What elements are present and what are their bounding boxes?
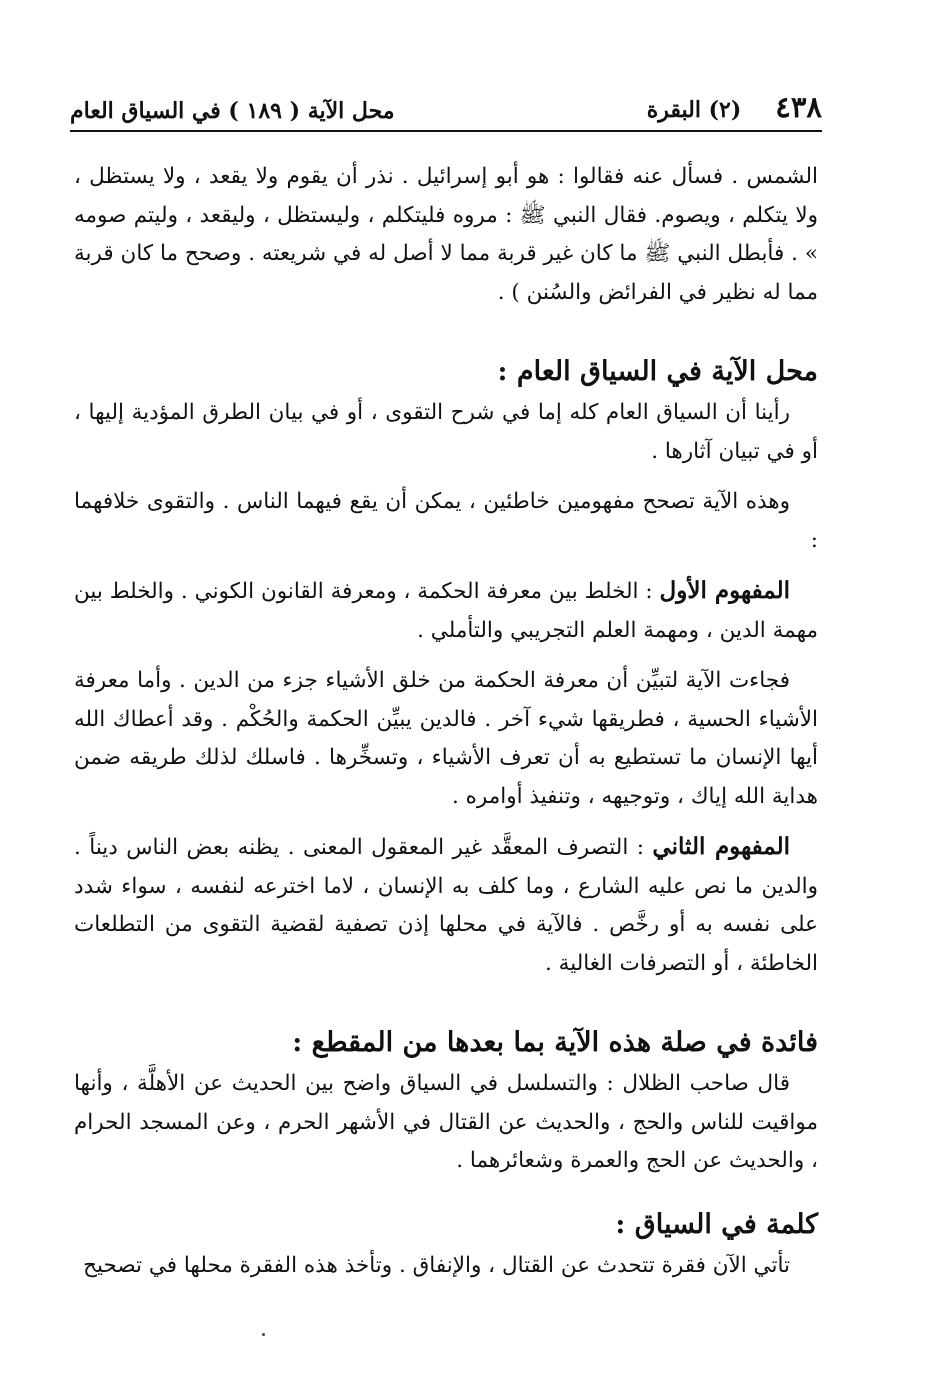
section-heading-connection: فائدة في صلة هذه الآية بما بعدها من المقطع : (292, 1027, 818, 1058)
paragraph-zilal-quote: قال صاحب الظلال : والتسلسل في السياق واضح بين الحديث عن الأهلَّة ، وأنها مواقيت للناس والحج ، والحديث عن القتال في الأشهر الحرم ، وعن المسجد الحرام ، والحديث عن الحج والعمرة وشعائرهما . (74, 1071, 818, 1173)
page-body (74, 158, 818, 1285)
paragraph-next-passage: تأتي الآن فقرة تتحدث عن القتال ، والإنفاق . وتأخذ هذه الفقرة محلها في تصحيح (83, 1252, 790, 1278)
second-concept-term: المفهوم الثاني (652, 833, 791, 860)
paragraph-two-concepts: وهذه الآية تصحح مفهومين خاطئين ، يمكن أن يقع فيهما الناس . والتقوى خلافهما : (74, 489, 818, 553)
paragraph-wisdom: فجاءت الآية لتبيِّن أن معرفة الحكمة من خلق الأشياء جزء من الدين . وأما معرفة الأشياء الحسية ، فطريقها شيء آخر . فالدين يبيِّن الحكمة والحُكْم . وقد أعطاك الله أيها الإنسان ما تستطيع به أن تعرف الأشياء ، وتسخِّرها . فاسلك لذلك طريقه ضمن هداية الله إياك ، وتوجيهه ، وتنفيذ أوامره . (74, 668, 818, 809)
page-header (70, 80, 822, 132)
intro-paragraph: الشمس . فسأل عنه فقالوا : هو أبو إسرائيل . نذر أن يقوم ولا يقعد ، ولا يستظل ، ولا يتكلم ، ويصوم. فقال النبي ﷺ : مروه فليتكلم ، وليستظل ، وليقعد ، وليتم صومه » . فأبطل النبي ﷺ ما كان غير قربة مما لا أصل له في شريعته . وصحح ما كان قربة مما له نظير في الفرائض والسُنن ) . (74, 164, 818, 305)
section-heading-general-context: محل الآية في السياق العام : (497, 356, 818, 387)
paragraph-first-concept (74, 572, 818, 650)
print-speck (262, 1333, 265, 1336)
paragraph-second-concept (74, 828, 818, 983)
running-title: محل الآية ( ١٨٩ ) في السياق العام (70, 98, 395, 124)
first-concept-term: المفهوم الأول (659, 577, 790, 604)
section-heading-word-in-context: كلمة في السياق : (615, 1208, 818, 1240)
first-concept-text: : الخلط بين معرفة الحكمة ، ومعرفة القانون الكوني . والخلط بين مهمة الدين ، ومهمة العلم التجريبي والتأملي . (74, 579, 818, 643)
header-right-group (647, 90, 822, 124)
paragraph-context-summary: رأينا أن السياق العام كله إما في شرح التقوى ، أو في بيان الطرق المؤدية إليها ، أو في تبيان آثارها . (74, 400, 818, 464)
page-number: ٤٣٨ (775, 90, 822, 124)
second-concept-text: : التصرف المعقَّد غير المعقول المعنى . يظنه بعض الناس ديناً . والدين ما نص عليه الشارع ، وما كلف به الإنسان ، لاما اخترعه لنفسه ، سواء شدد على نفسه به أو رخَّص . فالآية في محلها إذن تصفية لقضية التقوى من التطلعات الخاطئة ، أو التصرفات الغالية . (74, 835, 818, 976)
surah-name: (٢) البقرة (646, 97, 742, 123)
